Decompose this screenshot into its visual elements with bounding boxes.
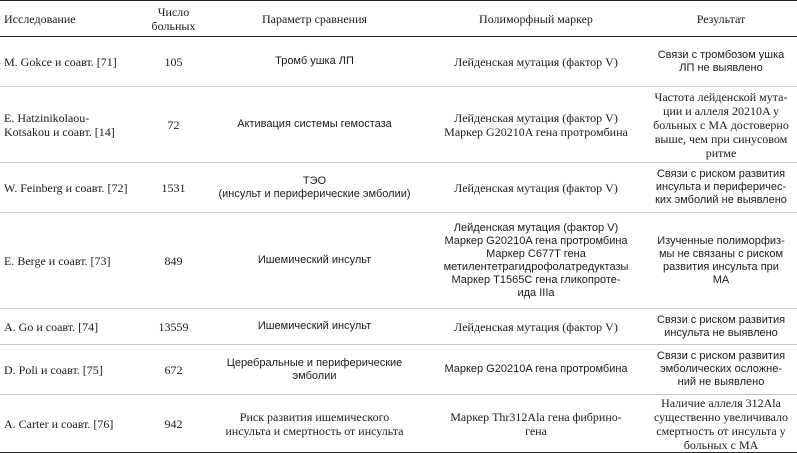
cell-result: Частота лейденской мута- ции и аллеля 20210A у больных с МА достоверно выше, чем при синусовом ритме xyxy=(645,87,797,163)
cell-parameter: Риск развития ишемического инсульта и смертность от инсульта xyxy=(202,395,427,453)
header-study: Исследование xyxy=(0,1,145,37)
table-row xyxy=(0,213,797,309)
cell-result: Наличие аллеля 312Ala существенно увеличивало смертность от инсульта у больных с МА xyxy=(645,395,797,453)
table-row xyxy=(0,345,797,395)
cell-result: Связи с риском развития эмболических осложне- ний не выявлено xyxy=(645,345,797,395)
cell-patients: 1531 xyxy=(145,163,202,213)
table-row xyxy=(0,87,797,163)
cell-parameter: Тромб ушка ЛП xyxy=(202,37,427,87)
cell-patients: 942 xyxy=(145,395,202,453)
cell-study: A. Carter и соавт. [76] xyxy=(0,395,145,453)
cell-patients: 849 xyxy=(145,213,202,309)
cell-parameter: Церебральные и периферические эмболии xyxy=(202,345,427,395)
cell-result: Связи с тромбозом ушка ЛП не выявлено xyxy=(645,37,797,87)
cell-study: A. Go и соавт. [74] xyxy=(0,309,145,345)
cell-marker: Лейденская мутация (фактор V) Маркер G20210A гена протромбина Маркер C677T гена метилентетрагидрофолатредуктазы Маркер T1565C гена гликопроте- ида IIIa xyxy=(427,213,645,309)
cell-result: Изученные полиморфиз- мы не связаны с риском развития инсульта при МА xyxy=(645,213,797,309)
header-parameter: Параметр сравнения xyxy=(202,1,427,37)
cell-parameter: Ишемический инсульт xyxy=(202,213,427,309)
cell-study: D. Poli и соавт. [75] xyxy=(0,345,145,395)
header-marker: Полиморфный маркер xyxy=(427,1,645,37)
cell-patients: 72 xyxy=(145,87,202,163)
cell-marker: Маркер G20210A гена протромбина xyxy=(427,345,645,395)
cell-study: E. Berge и соавт. [73] xyxy=(0,213,145,309)
cell-marker: Лейденская мутация (фактор V) Маркер G20210A гена протромбина xyxy=(427,87,645,163)
header-row xyxy=(0,1,797,37)
table-header xyxy=(0,1,797,37)
cell-study: E. Hatzinikolaou- Kotsakou и соавт. [14] xyxy=(0,87,145,163)
header-patients: Число больных xyxy=(145,1,202,37)
table-body xyxy=(0,37,797,453)
table-row xyxy=(0,395,797,453)
cell-study: W. Feinberg и соавт. [72] xyxy=(0,163,145,213)
cell-result: Связи с риском развития инсульта не выявлено xyxy=(645,309,797,345)
cell-parameter: Активация системы гемостаза xyxy=(202,87,427,163)
cell-patients: 105 xyxy=(145,37,202,87)
table-row xyxy=(0,309,797,345)
header-result: Результат xyxy=(645,1,797,37)
cell-marker: Маркер Thr312Ala гена фибрино- гена xyxy=(427,395,645,453)
cell-patients: 13559 xyxy=(145,309,202,345)
cell-study: M. Gokce и соавт. [71] xyxy=(0,37,145,87)
cell-parameter: ТЭО (инсульт и периферические эмболии) xyxy=(202,163,427,213)
cell-marker: Лейденская мутация (фактор V) xyxy=(427,309,645,345)
cell-result: Связи с риском развития инсульта и периферичес- ких эмболий не выявлено xyxy=(645,163,797,213)
cell-marker: Лейденская мутация (фактор V) xyxy=(427,37,645,87)
table-row xyxy=(0,163,797,213)
cell-parameter: Ишемический инсульт xyxy=(202,309,427,345)
table-row xyxy=(0,37,797,87)
cell-patients: 672 xyxy=(145,345,202,395)
cell-marker: Лейденская мутация (фактор V) xyxy=(427,163,645,213)
